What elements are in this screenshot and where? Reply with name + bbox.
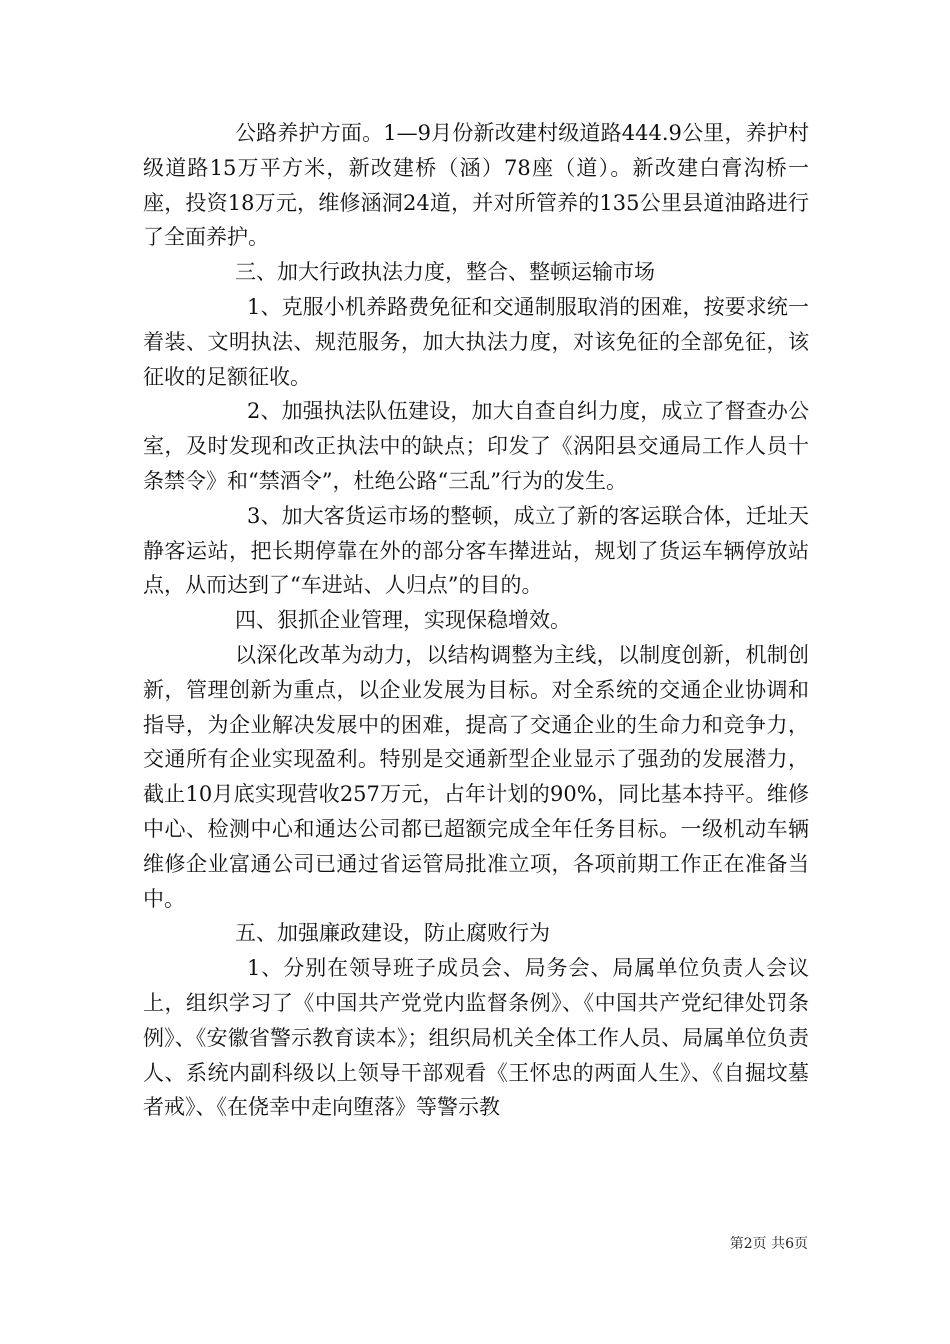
paragraph-4: 以深化改革为动力，以结构调整为主线，以制度创新，机制创新，管理创新为重点，以企业发展为目标。对全系统的交通企业协调和指导，为企业解决发展中的困难，提高了交通企业的生命力和竞争力，交通所有企业实现盈利。特别是交通新型企业显示了强劲的发展潜力，截止10月底实现营收257万元，占年计划的90%，同比基本持平。维修中心、检测中心和通达公司都已超额完成全年任务目标。一级机动车辆维修企业富通公司已通过省运管局批准立项，各项前期工作正在准备当中。 (143, 642, 809, 911)
paragraph-5-1: 1、分别在领导班子成员会、局务会、局属单位负责人会议上，组织学习了《中国共产党党内监督条例》、《中国共产党纪律处罚条例》、《安徽省警示教育读本》；组织局机关全体工作人员、局属单位负责人、系统内副科级以上领导干部观看《王怀忠的两面人生》、《自掘坟墓者戒》、《在侥幸中走向堕落》等警示教 (143, 956, 809, 1120)
paragraph-3-1: 1、克服小机养路费免征和交通制服取消的困难，按要求统一着装、文明执法、规范服务，加大执法力度，对该免征的全部免征，该征收的足额征收。 (143, 294, 809, 389)
paragraph-3-3: 3、加大客货运市场的整顿，成立了新的客运联合体，迁址天静客运站，把长期停靠在外的部分客车撵进站，规划了货运车辆停放站点，从而达到了“车进站、人归点”的目的。 (143, 503, 809, 598)
section-heading-5: 五、加强廉政建设，防止腐败行为 (235, 921, 550, 946)
section-heading-4: 四、狠抓企业管理，实现保稳增效。 (235, 608, 571, 633)
paragraph-3-2: 2、加强执法队伍建设，加大自查自纠力度，成立了督查办公室，及时发现和改正执法中的缺点；印发了《涡阳县交通局工作人员十条禁令》和“禁酒令”，杜绝公路“三乱”行为的发生。 (143, 399, 809, 493)
section-heading-3: 三、加大行政执法力度，整合、整顿运输市场 (235, 260, 655, 285)
document-body (143, 116, 809, 1125)
page-number: 第2页 共6页 (729, 1236, 808, 1252)
paragraph-road-maintenance: 公路养护方面。1—9月份新改建村级道路444.9公里，养护村级道路15万平方米，新改建桥（涵）78座（道）。新改建白膏沟桥一座，投资18万元，维修涵洞24道，并对所管养的135公里县道油路进行了全面养护。 (143, 121, 809, 250)
